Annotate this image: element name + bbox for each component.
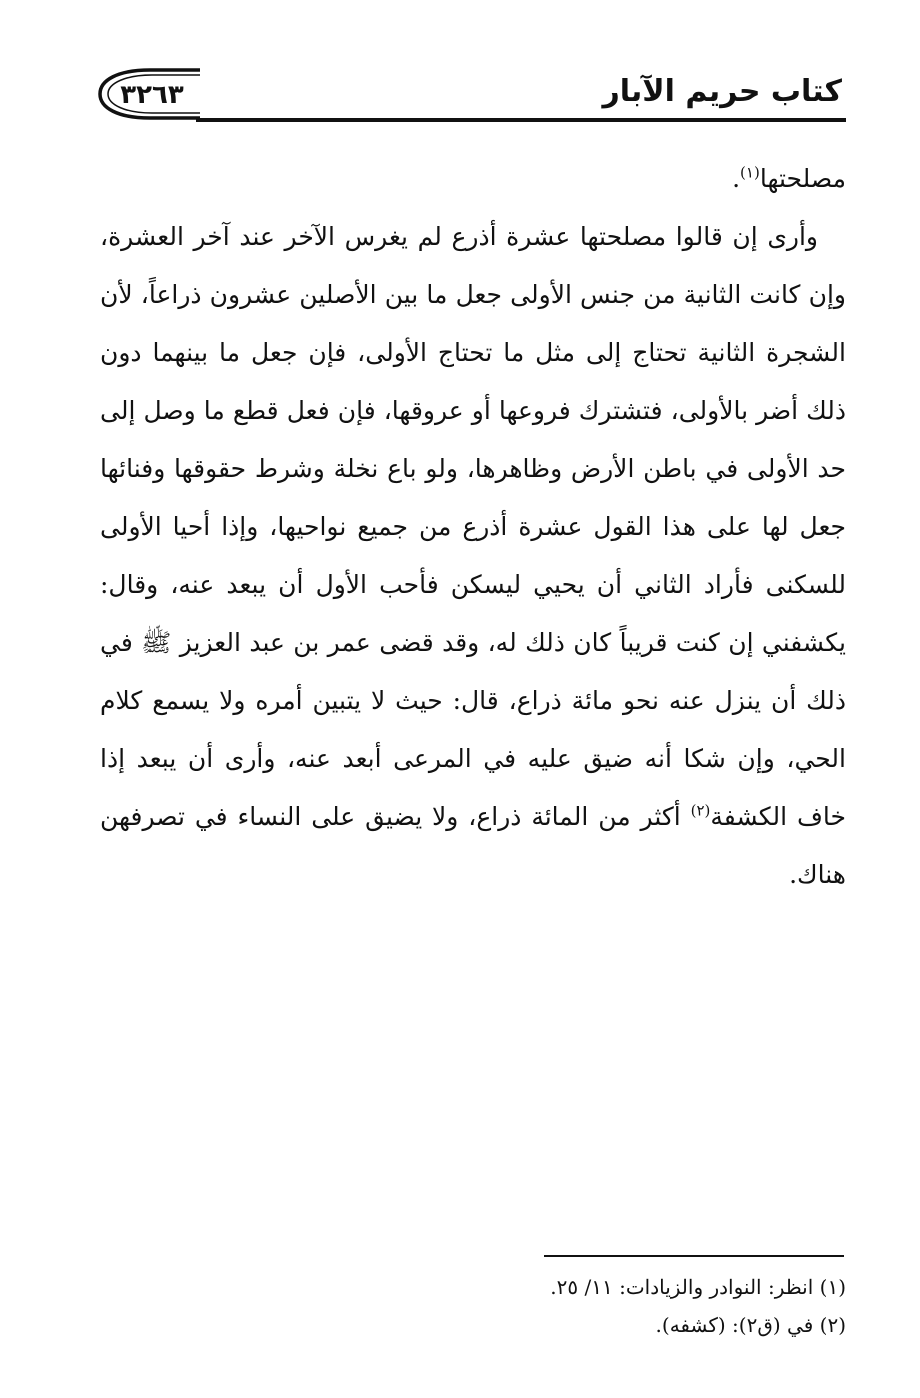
paragraph-1-text: مصلحتها bbox=[759, 164, 846, 193]
page-number: ٣٢٦٣ bbox=[120, 80, 184, 110]
footnote-2: (٢) في (ق٢): (كشفه). bbox=[655, 1313, 846, 1337]
footnotes bbox=[100, 1268, 846, 1344]
paragraph-1 bbox=[100, 150, 846, 208]
body-text bbox=[100, 150, 846, 904]
header-rule bbox=[196, 118, 846, 122]
paragraph-2 bbox=[100, 208, 846, 904]
footnote-separator bbox=[544, 1255, 844, 1257]
footnote-ref-2[interactable]: (٢) bbox=[690, 801, 711, 820]
book-title: كتاب حريم الآبار bbox=[602, 74, 842, 109]
footnote-1: (١) انظر: النوادر والزيادات: ١١/ ٢٥. bbox=[550, 1275, 846, 1299]
footnote-ref-1[interactable]: (١) bbox=[740, 163, 760, 182]
page-header bbox=[96, 58, 846, 128]
paragraph-1-end: . bbox=[732, 164, 741, 193]
paragraph-2-text: وأرى إن قالوا مصلحتها عشرة أذرع لم يغرس الآخر عند آخر العشرة، وإن كانت الثانية من جنس الأولى جعل ما بين الأصلين عشرون ذراعاً، لأن الشجرة الثانية تحتاج إلى مثل ما تحتاج الأولى، فإن جعل ما بينهما دون ذلك أضر بالأولى، فتشترك فروعها أو عروقها، فإن فعل قطع ما وصل إلى حد الأولى في باطن الأرض وظاهرها، ولو باع نخلة وشرط حقوقها وفنائها جعل لها على هذا القول عشرة أذرع من جميع نواحيها، وإذا أحيا الأولى للسكنى فأراد الثاني أن يحيي ليسكن فأحب الأول أن يبعد عنه، وقال: يكشفني إن كنت قريباً كان ذلك له، وقد قضى عمر بن عبد العزيز ﷺ في ذلك أن ينزل عنه نحو مائة ذراع، قال: حيث لا يتبين أمره ولا يسمع كلام الحي، وإن شكا أنه ضيق عليه في المرعى أبعد عنه، وأرى أن يبعد إذا خاف الكشفة bbox=[100, 222, 846, 831]
paragraph-2-text-end: أكثر من المائة ذراع، ولا يضيق على النساء في تصرفهن هناك. bbox=[100, 802, 846, 889]
